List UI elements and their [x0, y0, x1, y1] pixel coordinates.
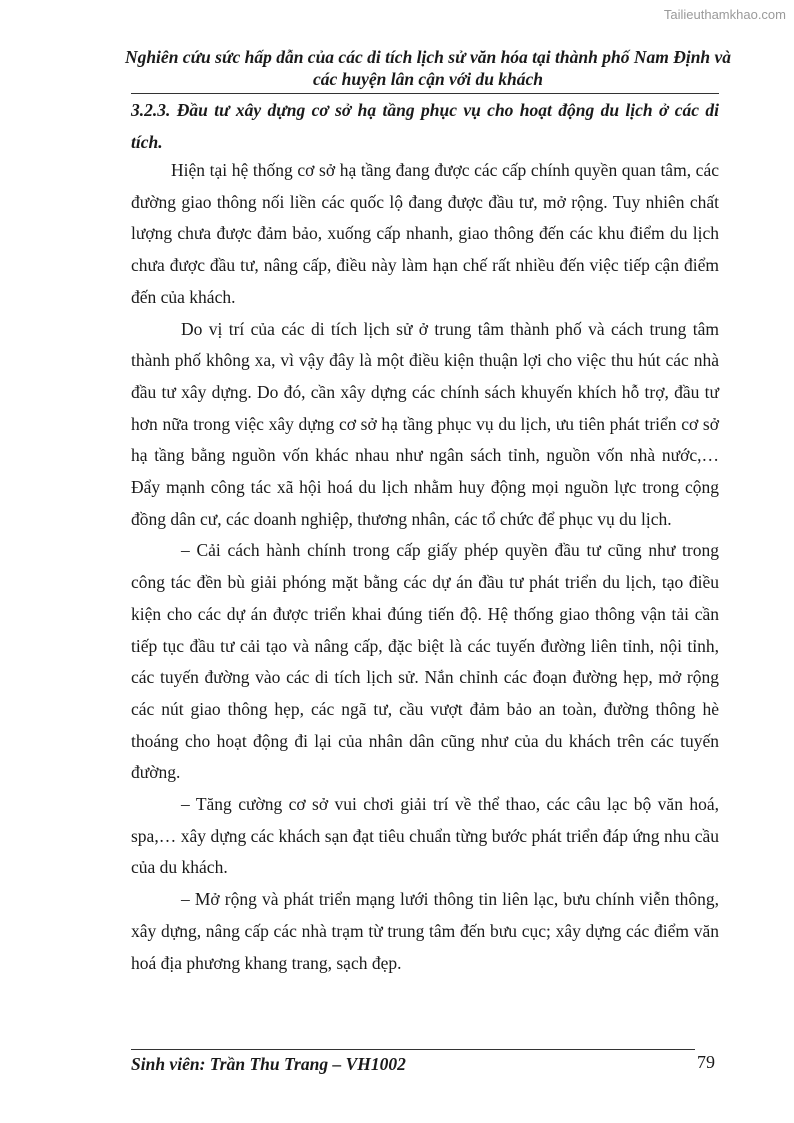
paragraph-1: Hiện tại hệ thống cơ sở hạ tầng đang được các cấp chính quyền quan tâm, các đường giao thông nối liền các quốc lộ đang được đầu tư, mở rộng. Tuy nhiên chất lượng chưa được đảm bảo, xuống cấp nhanh, giao thông đến các khu điểm du lịch chưa được đầu tư, nâng cấp, điều này làm hạn chế rất nhiều đến việc tiếp cận điểm đến của khách. [131, 160, 719, 307]
section-heading: 3.2.3. Đầu tư xây dựng cơ sở hạ tầng phục vụ cho hoạt động du lịch ở các di tích. [131, 100, 719, 152]
footer-author: Sinh viên: Trần Thu Trang – VH1002 [131, 1054, 406, 1074]
paragraph-3: – Cải cách hành chính trong cấp giấy phép quyền đầu tư cũng như trong công tác đền bù giải phóng mặt bằng các dự án đầu tư phát triển du lịch, tạo điều kiện cho các dự án được triển khai đúng tiến độ. Hệ thống giao thông vận tải cần tiếp tục đầu tư cải tạo và nâng cấp, đặc biệt là các tuyến đường liên tỉnh, nội tỉnh, các tuyến đường vào các di tích lịch sử. Nắn chỉnh các đoạn đường hẹp, mở rộng các nút giao thông hẹp, các ngã tư, cầu vượt đảm bảo an toàn, đường thông hè thoáng cho hoạt động đi lại của nhân dân cũng như của du khách trên các tuyến đường. [131, 540, 719, 783]
page-number: 79 [697, 1052, 715, 1072]
paragraph-2: Do vị trí của các di tích lịch sử ở trung tâm thành phố và cách trung tâm thành phố không xa, vì vậy đây là một điều kiện thuận lợi cho việc thu hút các nhà đầu tư xây dựng. Do đó, cần xây dựng các chính sách khuyến khích hỗ trợ, đầu tư hơn nữa trong việc xây dựng cơ sở hạ tầng phục vụ du lịch, ưu tiên phát triển cơ sở hạ tầng bằng nguồn vốn khác nhau như ngân sách tỉnh, nguồn vốn nhà nước,… Đẩy mạnh công tác xã hội hoá du lịch nhằm huy động mọi nguồn lực trong cộng đồng dân cư, các doanh nghiệp, thương nhân, các tổ chức để phục vụ du lịch. [131, 318, 719, 529]
footer-divider [131, 1049, 695, 1050]
body-text [131, 155, 719, 979]
paragraph-4: – Tăng cường cơ sở vui chơi giải trí về thể thao, các câu lạc bộ văn hoá, spa,… xây dựng các khách sạn đạt tiêu chuẩn từng bước phát triển đáp ứng nhu cầu của du khách. [131, 794, 719, 878]
paragraph-5: – Mở rộng và phát triển mạng lưới thông tin liên lạc, bưu chính viễn thông, xây dựng, nâng cấp các nhà trạm từ trung tâm đến bưu cục; xây dựng các điểm văn hoá địa phương khang trang, sạch đẹp. [131, 889, 719, 973]
running-header-title: Nghiên cứu sức hấp dẫn của các di tích lịch sử văn hóa tại thành phố Nam Định và các huyện lân cận với du khách [124, 47, 732, 89]
watermark-text: Tailieuthamkhao.com [663, 7, 786, 22]
